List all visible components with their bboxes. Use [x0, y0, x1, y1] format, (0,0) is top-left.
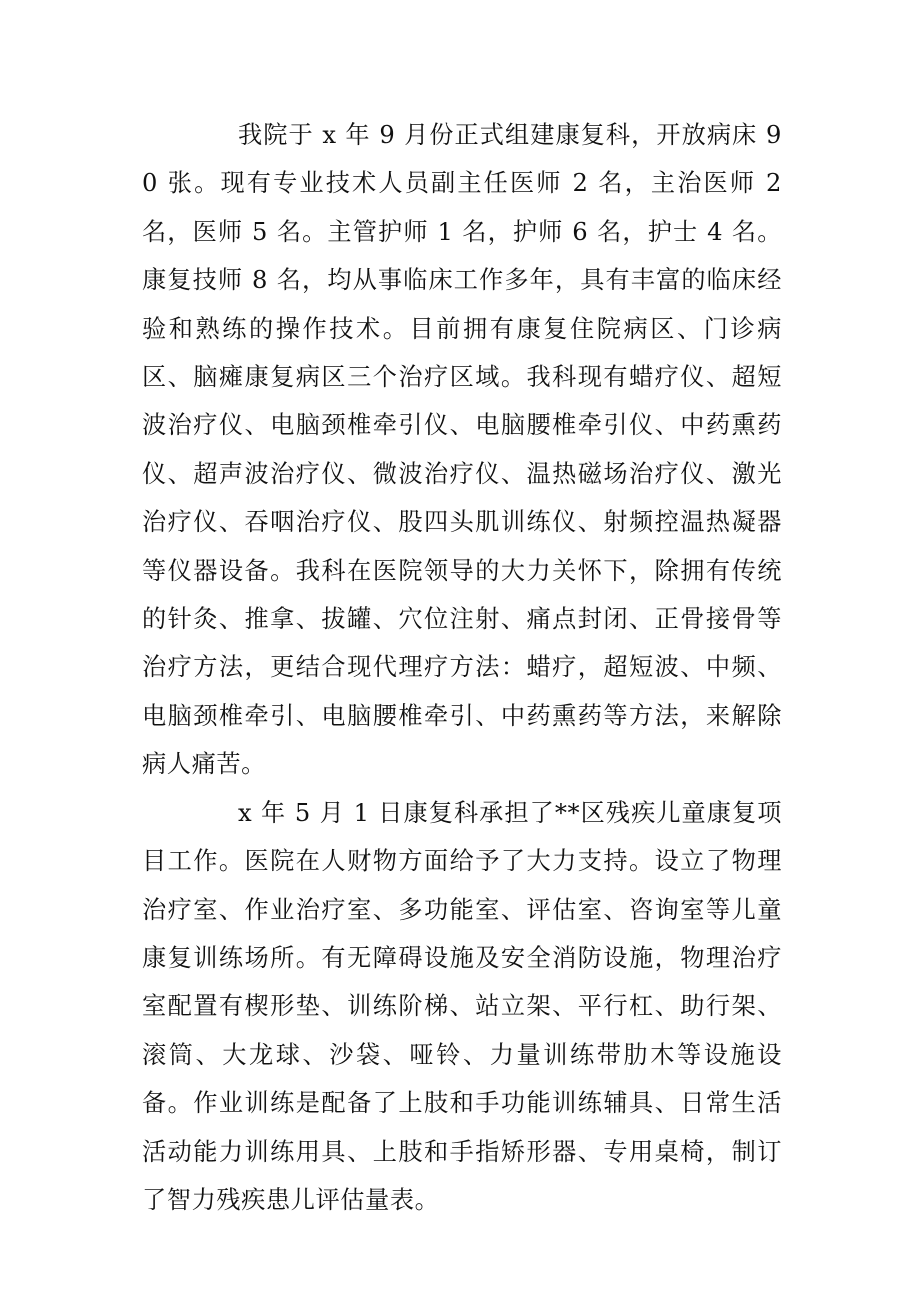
paragraph-department-overview: 我院于 x 年 9 月份正式组建康复科，开放病床 90 张。现有专业技术人员副主任医师 2 名，主治医师 2 名，医师 5 名。主管护师 1 名，护师 6 名，护士 4 名。康复技师 8 名，均从事临床工作多年，具有丰富的临床经验和熟练的操作技术。目前拥有康复住院病区、门诊病区、脑瘫康复病区三个治疗区域。我科现有蜡疗仪、超短波治疗仪、电脑颈椎牵引仪、电脑腰椎牵引仪、中药熏药仪、超声波治疗仪、微波治疗仪、温热磁场治疗仪、激光治疗仪、吞咽治疗仪、股四头肌训练仪、射频控温热凝器等仪器设备。我科在医院领导的大力关怀下，除拥有传统的针灸、推拿、拔罐、穴位注射、痛点封闭、正骨接骨等治疗方法，更结合现代理疗方法：蜡疗，超短波、中频、电脑颈椎牵引、电脑腰椎牵引、中药熏药等方法，来解除病人痛苦。: [142, 121, 782, 779]
document-body: [142, 111, 782, 1224]
paragraph-child-rehab-project: x 年 5 月 1 日康复科承担了**区残疾儿童康复项目工作。医院在人财物方面给予了大力支持。设立了物理治疗室、作业治疗室、多功能室、评估室、咨询室等儿童康复训练场所。有无障碍设施及安全消防设施，物理治疗室配置有楔形垫、训练阶梯、站立架、平行杠、助行架、滚筒、大龙球、沙袋、哑铃、力量训练带肋木等设施设备。作业训练是配备了上肢和手功能训练辅具、日常生活活动能力训练用具、上肢和手指矫形器、专用桌椅，制订了智力残疾患儿评估量表。: [142, 798, 782, 1214]
